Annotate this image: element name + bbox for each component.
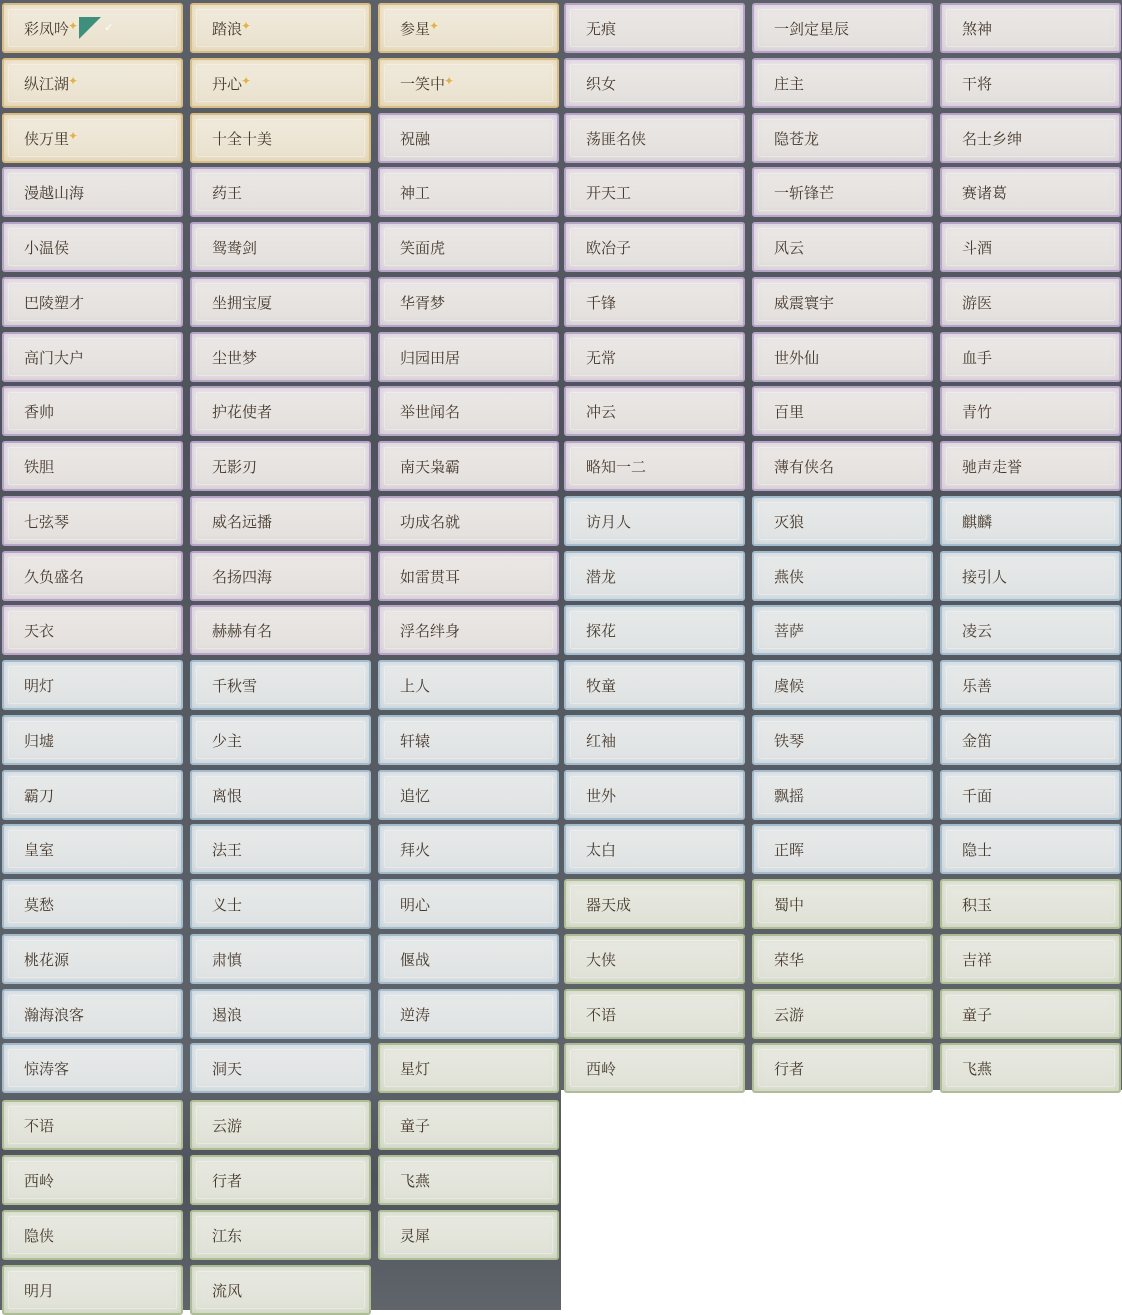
- title-tile[interactable]: [564, 770, 745, 820]
- title-tile[interactable]: [940, 441, 1121, 491]
- title-tile[interactable]: [190, 167, 371, 217]
- title-tile-label: 正晖: [774, 840, 805, 859]
- title-tile-label: 七弦琴: [24, 512, 70, 531]
- title-tile[interactable]: [752, 715, 933, 765]
- title-tile-label: 积玉: [962, 895, 993, 914]
- title-tile[interactable]: [378, 605, 559, 655]
- title-tile-label: 离恨: [212, 786, 243, 805]
- title-tile[interactable]: [2, 1265, 183, 1315]
- title-tile[interactable]: [2, 167, 183, 217]
- title-tile[interactable]: [2, 496, 183, 546]
- title-tile-label: 百里: [774, 402, 805, 421]
- title-tile[interactable]: [2, 277, 183, 327]
- title-tile[interactable]: [378, 58, 559, 108]
- title-tile-label: 干将: [962, 74, 993, 93]
- title-tile-label: 金笛: [962, 731, 993, 750]
- title-tile[interactable]: [752, 386, 933, 436]
- title-tile[interactable]: [378, 113, 559, 163]
- title-tile-label: 赫赫有名: [212, 621, 273, 640]
- title-tile-label: 拜火: [400, 840, 431, 859]
- checkmark-icon: ✓: [104, 21, 114, 34]
- title-tile[interactable]: [378, 386, 559, 436]
- title-tile[interactable]: [752, 989, 933, 1039]
- title-tile-label: 如雷贯耳: [400, 567, 461, 586]
- title-tile-label: 踏浪: [212, 19, 243, 38]
- title-tile-label: 笑面虎: [400, 238, 446, 257]
- title-tile-label: 太白: [586, 840, 617, 859]
- title-tile-label: 童子: [962, 1005, 993, 1024]
- title-tile-label: 十全十美: [212, 129, 273, 148]
- title-tile[interactable]: [378, 332, 559, 382]
- title-tile-label: 霸刀: [24, 786, 55, 805]
- title-tile-label: 追忆: [400, 786, 431, 805]
- title-tile-label: 西岭: [24, 1171, 55, 1190]
- title-tile[interactable]: [940, 715, 1121, 765]
- title-tile[interactable]: [752, 277, 933, 327]
- title-tile-label: 南天枭霸: [400, 457, 461, 476]
- title-tile[interactable]: [752, 3, 933, 53]
- title-tile-label: 义士: [212, 895, 243, 914]
- title-tile-label: 逆涛: [400, 1005, 431, 1024]
- title-tile-label: 莫愁: [24, 895, 55, 914]
- title-tile[interactable]: [752, 660, 933, 710]
- title-tile-label: 云游: [774, 1005, 805, 1024]
- sparkle-star-icon: ✦: [68, 19, 79, 33]
- title-tile-label: 参星: [400, 19, 431, 38]
- title-tile-label: 青竹: [962, 402, 993, 421]
- title-tile[interactable]: [2, 551, 183, 601]
- title-tile-label: 潜龙: [586, 567, 617, 586]
- title-tile[interactable]: [2, 770, 183, 820]
- title-tile[interactable]: [564, 605, 745, 655]
- title-tile[interactable]: [190, 58, 371, 108]
- sparkle-star-icon: ✦: [444, 74, 455, 88]
- title-tile-label: 不语: [586, 1005, 617, 1024]
- title-tile[interactable]: [564, 660, 745, 710]
- title-tile[interactable]: [564, 715, 745, 765]
- title-tile[interactable]: [564, 167, 745, 217]
- title-tile-label: 漫越山海: [24, 183, 85, 202]
- title-tile-label: 铁胆: [24, 457, 55, 476]
- title-tile[interactable]: [2, 113, 183, 163]
- title-tile-label: 无痕: [586, 19, 617, 38]
- title-tile-label: 华胥梦: [400, 293, 446, 312]
- title-tile[interactable]: [564, 496, 745, 546]
- title-tile[interactable]: [752, 934, 933, 984]
- title-tile-label: 威震寰宇: [774, 293, 835, 312]
- title-tile[interactable]: [2, 660, 183, 710]
- title-tile[interactable]: [752, 441, 933, 491]
- title-tile[interactable]: [2, 1155, 183, 1205]
- title-tile[interactable]: [564, 441, 745, 491]
- title-tile-label: 名士乡绅: [962, 129, 1023, 148]
- title-tile-label: 桃花源: [24, 950, 70, 969]
- title-tile[interactable]: [2, 1210, 183, 1260]
- title-tile[interactable]: [940, 660, 1121, 710]
- title-tile[interactable]: [940, 167, 1121, 217]
- title-tile-label: 菩萨: [774, 621, 805, 640]
- title-tile-label: 行者: [212, 1171, 243, 1190]
- title-tile[interactable]: [564, 113, 745, 163]
- title-tile[interactable]: [940, 1043, 1121, 1093]
- title-tile[interactable]: [2, 1043, 183, 1093]
- title-tile-label: 薄有侠名: [774, 457, 835, 476]
- title-tile[interactable]: [940, 113, 1121, 163]
- title-tile[interactable]: [378, 824, 559, 874]
- title-tile-label: 荡匪名侠: [586, 129, 647, 148]
- title-tile[interactable]: [190, 605, 371, 655]
- title-tile[interactable]: [2, 989, 183, 1039]
- title-tile[interactable]: [940, 496, 1121, 546]
- selected-corner-badge: [79, 17, 101, 39]
- title-tile-label: 千锋: [586, 293, 617, 312]
- title-tile-label: 鸳鸯剑: [212, 238, 258, 257]
- title-tile-label: 名扬四海: [212, 567, 273, 586]
- title-tile[interactable]: [190, 1155, 371, 1205]
- title-tile-label: 明心: [400, 895, 431, 914]
- title-tile[interactable]: [564, 277, 745, 327]
- title-tile[interactable]: [190, 824, 371, 874]
- title-tile-label: 护花使者: [212, 402, 273, 421]
- title-tile[interactable]: [190, 277, 371, 327]
- title-tile-label: 西岭: [586, 1059, 617, 1078]
- title-tile[interactable]: [752, 879, 933, 929]
- title-tile[interactable]: [564, 551, 745, 601]
- title-tile-label: 星灯: [400, 1059, 431, 1078]
- title-tile-label: 一笑中: [400, 74, 446, 93]
- title-tile-label: 庄主: [774, 74, 805, 93]
- title-tile-label: 斗酒: [962, 238, 993, 257]
- sparkle-star-icon: ✦: [429, 19, 440, 33]
- title-tile[interactable]: [2, 441, 183, 491]
- title-tile[interactable]: [378, 715, 559, 765]
- title-tile[interactable]: [940, 605, 1121, 655]
- title-tile-label: 略知一二: [586, 457, 647, 476]
- title-tile-label: 无常: [586, 348, 617, 367]
- title-tile-label: 隐苍龙: [774, 129, 820, 148]
- title-tile-label: 吉祥: [962, 950, 993, 969]
- title-tile[interactable]: [940, 58, 1121, 108]
- title-tile[interactable]: [752, 496, 933, 546]
- title-tile-label: 接引人: [962, 567, 1008, 586]
- title-tile-label: 彩凤吟: [24, 19, 70, 38]
- title-tile-label: 童子: [400, 1116, 431, 1135]
- sparkle-star-icon: ✦: [68, 74, 79, 88]
- title-tile-label: 飘摇: [774, 786, 805, 805]
- title-tile[interactable]: [940, 934, 1121, 984]
- title-tile[interactable]: [564, 3, 745, 53]
- title-tile[interactable]: [190, 496, 371, 546]
- title-tile[interactable]: [378, 1100, 559, 1150]
- title-tile-label: 功成名就: [400, 512, 461, 531]
- title-tile-label: 荣华: [774, 950, 805, 969]
- title-tile-label: 麒麟: [962, 512, 993, 531]
- title-tile-label: 开天工: [586, 183, 632, 202]
- title-tile[interactable]: [378, 934, 559, 984]
- title-tile-label: 巴陵塑才: [24, 293, 85, 312]
- title-tile[interactable]: [378, 1210, 559, 1260]
- title-tile[interactable]: [564, 386, 745, 436]
- title-tile[interactable]: [190, 222, 371, 272]
- title-tile-label: 威名远播: [212, 512, 273, 531]
- title-tile[interactable]: [190, 551, 371, 601]
- title-tile[interactable]: [752, 58, 933, 108]
- title-tile-label: 神工: [400, 183, 431, 202]
- title-tile-label: 法王: [212, 840, 243, 859]
- title-tile[interactable]: [378, 989, 559, 1039]
- title-tile-label: 丹心: [212, 74, 243, 93]
- title-tile-label: 乐善: [962, 676, 993, 695]
- title-tile-label: 偃战: [400, 950, 431, 969]
- title-tile[interactable]: [190, 3, 371, 53]
- title-tile[interactable]: [378, 879, 559, 929]
- title-tile[interactable]: [564, 879, 745, 929]
- title-tile-label: 举世闻名: [400, 402, 461, 421]
- title-tile[interactable]: [190, 1100, 371, 1150]
- title-tile[interactable]: [378, 1155, 559, 1205]
- title-tile-label: 皇室: [24, 840, 55, 859]
- title-tile[interactable]: [190, 332, 371, 382]
- title-tile[interactable]: [190, 879, 371, 929]
- title-tile-label: 驰声走誉: [962, 457, 1023, 476]
- title-tile-label: 药王: [212, 183, 243, 202]
- title-tile[interactable]: [378, 277, 559, 327]
- title-tile[interactable]: [940, 222, 1121, 272]
- title-tile-label: 归墟: [24, 731, 55, 750]
- title-tile-label: 坐拥宝厦: [212, 293, 273, 312]
- title-tile[interactable]: [190, 386, 371, 436]
- title-tile[interactable]: [378, 660, 559, 710]
- title-tile-label: 铁琴: [774, 731, 805, 750]
- title-tile[interactable]: [190, 441, 371, 491]
- title-tile[interactable]: [940, 879, 1121, 929]
- title-tile[interactable]: [752, 824, 933, 874]
- title-tile-label: 灵犀: [400, 1226, 431, 1245]
- title-tile[interactable]: [190, 1265, 371, 1315]
- title-tile[interactable]: [378, 1043, 559, 1093]
- title-tile[interactable]: [752, 605, 933, 655]
- title-tile-label: 明灯: [24, 676, 55, 695]
- title-tile[interactable]: [2, 332, 183, 382]
- title-tile[interactable]: [2, 386, 183, 436]
- title-tile-label: 器天成: [586, 895, 632, 914]
- title-tile[interactable]: [190, 934, 371, 984]
- title-tile[interactable]: [564, 1043, 745, 1093]
- title-tile[interactable]: [940, 3, 1121, 53]
- title-tile-label: 飞燕: [962, 1059, 993, 1078]
- title-tile-label: 侠万里: [24, 129, 70, 148]
- title-tile[interactable]: [2, 879, 183, 929]
- title-tile[interactable]: [378, 167, 559, 217]
- title-tile[interactable]: [564, 222, 745, 272]
- title-tile[interactable]: [378, 551, 559, 601]
- title-tile-label: 江东: [212, 1226, 243, 1245]
- title-tile-label: 遏浪: [212, 1005, 243, 1024]
- title-tile[interactable]: [2, 222, 183, 272]
- title-tile[interactable]: [940, 824, 1121, 874]
- title-tile-label: 织女: [586, 74, 617, 93]
- title-tile-label: 明月: [24, 1281, 55, 1300]
- title-tile[interactable]: [564, 58, 745, 108]
- title-tile[interactable]: [564, 332, 745, 382]
- title-tile-label: 洞天: [212, 1059, 243, 1078]
- title-tile[interactable]: [378, 496, 559, 546]
- title-tile[interactable]: [190, 113, 371, 163]
- title-tile-label: 千面: [962, 786, 993, 805]
- title-tile-label: 隐士: [962, 840, 993, 859]
- title-tile[interactable]: [190, 1043, 371, 1093]
- title-tile-label: 云游: [212, 1116, 243, 1135]
- title-tile[interactable]: [752, 113, 933, 163]
- title-tile[interactable]: [752, 770, 933, 820]
- title-tile[interactable]: [2, 605, 183, 655]
- title-tile-label: 轩辕: [400, 731, 431, 750]
- title-tile-label: 小温侯: [24, 238, 70, 257]
- title-tile-label: 上人: [400, 676, 431, 695]
- title-tile[interactable]: [378, 3, 559, 53]
- title-tile-label: 访月人: [586, 512, 632, 531]
- title-tile[interactable]: [190, 770, 371, 820]
- title-tile-label: 世外仙: [774, 348, 820, 367]
- title-tile-label: 高门大户: [24, 348, 85, 367]
- title-tile[interactable]: [2, 715, 183, 765]
- title-tile-label: 流风: [212, 1281, 243, 1300]
- title-tile[interactable]: [752, 167, 933, 217]
- title-tile[interactable]: [378, 441, 559, 491]
- title-tile-label: 隐侠: [24, 1226, 55, 1245]
- title-tile-label: 虞候: [774, 676, 805, 695]
- title-tile[interactable]: [378, 222, 559, 272]
- title-tile[interactable]: [564, 989, 745, 1039]
- title-tile[interactable]: [940, 277, 1121, 327]
- title-tile[interactable]: [190, 715, 371, 765]
- title-tile-label: 世外: [586, 786, 617, 805]
- title-tile-label: 大侠: [586, 950, 617, 969]
- title-tile-label: 欧冶子: [586, 238, 632, 257]
- title-tile[interactable]: [2, 58, 183, 108]
- title-tile-label: 风云: [774, 238, 805, 257]
- title-tile-label: 不语: [24, 1116, 55, 1135]
- title-tile-label: 惊涛客: [24, 1059, 70, 1078]
- title-tile[interactable]: [190, 660, 371, 710]
- title-tile-label: 红袖: [586, 731, 617, 750]
- title-tile[interactable]: [940, 551, 1121, 601]
- title-tile[interactable]: [940, 386, 1121, 436]
- title-tile[interactable]: [564, 824, 745, 874]
- title-tile-label: 祝融: [400, 129, 431, 148]
- title-tile-label: 归园田居: [400, 348, 461, 367]
- title-tile[interactable]: [2, 934, 183, 984]
- title-tile[interactable]: [2, 824, 183, 874]
- title-tile-label: 探花: [586, 621, 617, 640]
- sparkle-star-icon: ✦: [241, 74, 252, 88]
- title-tile-label: 浮名绊身: [400, 621, 461, 640]
- title-tile-label: 血手: [962, 348, 993, 367]
- title-tile[interactable]: [940, 989, 1121, 1039]
- title-tile-label: 灭狼: [774, 512, 805, 531]
- title-tile-label: 飞燕: [400, 1171, 431, 1190]
- title-tile[interactable]: [378, 770, 559, 820]
- title-tile[interactable]: [752, 332, 933, 382]
- title-tile-label: 千秋雪: [212, 676, 258, 695]
- title-tile-label: 燕侠: [774, 567, 805, 586]
- title-tile-label: 瀚海浪客: [24, 1005, 85, 1024]
- title-tile-label: 行者: [774, 1059, 805, 1078]
- title-tile-label: 一剑定星辰: [774, 19, 850, 38]
- title-tile-label: 香帅: [24, 402, 55, 421]
- title-tile-label: 天衣: [24, 621, 55, 640]
- title-tile[interactable]: [940, 770, 1121, 820]
- title-tile[interactable]: [940, 332, 1121, 382]
- title-tile-label: 一斩锋芒: [774, 183, 835, 202]
- title-tile-label: 肃慎: [212, 950, 243, 969]
- title-tile[interactable]: [752, 1043, 933, 1093]
- title-tile-label: 游医: [962, 293, 993, 312]
- title-tile-label: 蜀中: [774, 895, 805, 914]
- title-tile-label: 尘世梦: [212, 348, 258, 367]
- sparkle-star-icon: ✦: [241, 19, 252, 33]
- title-tile[interactable]: [752, 222, 933, 272]
- title-tile[interactable]: [190, 989, 371, 1039]
- title-tile-label: 冲云: [586, 402, 617, 421]
- title-tile-label: 少主: [212, 731, 243, 750]
- title-tile-label: 久负盛名: [24, 567, 85, 586]
- title-tile[interactable]: [564, 934, 745, 984]
- title-tile-label: 纵江湖: [24, 74, 70, 93]
- title-tile[interactable]: [752, 551, 933, 601]
- title-tile[interactable]: [2, 1100, 183, 1150]
- title-tile-label: 煞神: [962, 19, 993, 38]
- title-tile-label: 牧童: [586, 676, 617, 695]
- title-tile[interactable]: [2, 3, 183, 53]
- title-tile-label: 凌云: [962, 621, 993, 640]
- title-tile-label: 赛诸葛: [962, 183, 1008, 202]
- title-tile[interactable]: [190, 1210, 371, 1260]
- title-tile-label: 无影刃: [212, 457, 258, 476]
- sparkle-star-icon: ✦: [68, 129, 79, 143]
